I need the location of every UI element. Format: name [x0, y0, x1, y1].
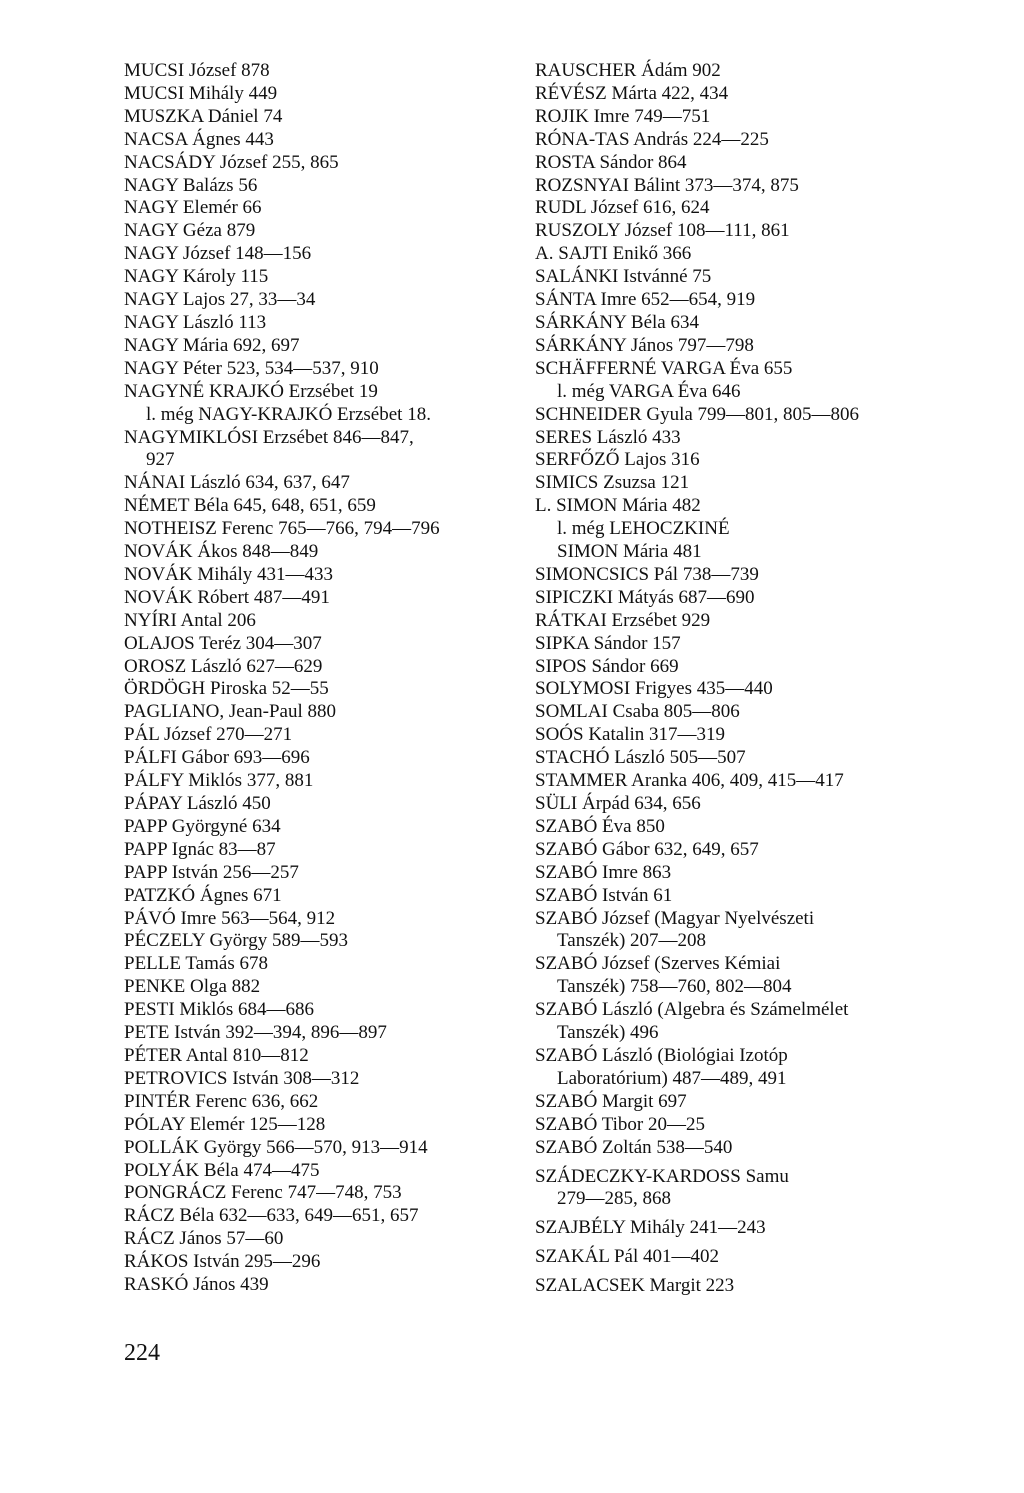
index-entry: RÁTKAI Erzsébet 929: [535, 609, 711, 631]
index-entry: STACHÓ László 505—507: [535, 747, 746, 769]
index-entry: ROZSNYAI Bálint 373—374, 875: [535, 174, 799, 196]
index-entry: ROSTA Sándor 864: [535, 151, 687, 173]
index-entry: PÁL József 270—271: [124, 724, 293, 746]
index-entry-continuation: l. még VARGA Éva 646: [557, 380, 741, 402]
index-entry: L. SIMON Mária 482: [535, 495, 701, 517]
index-entry: SERFŐZŐ Lajos 316: [535, 449, 700, 471]
index-entry: SOÓS Katalin 317—319: [535, 724, 725, 746]
index-entry: NACSÁDY József 255, 865: [124, 151, 339, 173]
index-entry: PATZKÓ Ágnes 671: [124, 884, 282, 906]
index-entry: OLAJOS Teréz 304—307: [124, 632, 322, 654]
index-entry: RÉVÉSZ Márta 422, 434: [535, 82, 729, 104]
index-entry: RÁCZ János 57—60: [124, 1228, 284, 1250]
index-entry: PÉTER Antal 810—812: [124, 1044, 309, 1066]
index-column-left: [124, 60, 524, 1297]
index-entry: NAGY Károly 115: [124, 266, 269, 288]
index-entry-continuation: 927: [146, 449, 175, 471]
index-entry: SZALACSEK Margit 223: [535, 1275, 735, 1297]
index-entry: PENKE Olga 882: [124, 976, 261, 998]
index-entry: NYÍRI Antal 206: [124, 609, 256, 631]
index-entry: NAGYMIKLÓSI Erzsébet 846—847,: [124, 426, 414, 448]
index-entry: ROJIK Imre 749—751: [535, 105, 711, 127]
index-entry: MUSZKA Dániel 74: [124, 105, 283, 127]
index-entry: RAUSCHER Ádám 902: [535, 60, 721, 81]
index-entry: A. SAJTI Enikő 366: [535, 243, 692, 265]
index-entry: SOMLAI Csaba 805—806: [535, 701, 740, 723]
index-entry: SZABÓ Imre 863: [535, 861, 672, 883]
index-entry: SÜLI Árpád 634, 656: [535, 793, 701, 814]
index-entry: SIPKA Sándor 157: [535, 632, 681, 654]
index-entry: POLYÁK Béla 474—475: [124, 1159, 320, 1181]
index-entry: NAGY Géza 879: [124, 220, 256, 242]
index-entry: RÁKOS István 295—296: [124, 1251, 321, 1273]
index-entry: PÁPAY László 450: [124, 793, 271, 814]
index-entry: SÁRKÁNY János 797—798: [535, 334, 754, 356]
index-entry: SZABÓ Zoltán 538—540: [535, 1136, 733, 1158]
index-entry: POLLÁK György 566—570, 913—914: [124, 1136, 428, 1158]
index-entry: SZÁDECZKY-KARDOSS Samu: [535, 1165, 789, 1187]
index-entry: RUSZOLY József 108—111, 861: [535, 220, 790, 242]
index-entry: NAGY Lajos 27, 33—34: [124, 289, 316, 311]
index-entry: PETROVICS István 308—312: [124, 1067, 360, 1089]
index-entry: SZABÓ Éva 850: [535, 815, 665, 837]
index-entry: NOTHEISZ Ferenc 765—766, 794—796: [124, 518, 440, 540]
index-entry: SZABÓ László (Algebra és Számelmélet: [535, 999, 849, 1021]
index-entry-continuation: 279—285, 868: [557, 1188, 671, 1210]
index-entry: SALÁNKI Istvánné 75: [535, 266, 712, 288]
index-entry: NAGY Elemér 66: [124, 197, 262, 219]
index-entry: SERES László 433: [535, 426, 681, 448]
index-entry: SZABÓ József (Szerves Kémiai: [535, 953, 781, 975]
index-entry: SIMONCSICS Pál 738—739: [535, 563, 759, 585]
index-entry: SZAKÁL Pál 401—402: [535, 1246, 720, 1268]
index-entry: NÁNAI László 634, 637, 647: [124, 472, 350, 494]
index-entry: MUCSI József 878: [124, 60, 270, 81]
index-entry: PINTÉR Ferenc 636, 662: [124, 1090, 319, 1112]
index-entry: RUDL József 616, 624: [535, 197, 710, 219]
index-entry: NAGY Péter 523, 534—537, 910: [124, 357, 379, 379]
index-entry: SCHNEIDER Gyula 799—801, 805—806: [535, 403, 860, 425]
index-entry: NAGYNÉ KRAJKÓ Erzsébet 19: [124, 380, 378, 402]
index-entry-continuation: SIMON Mária 481: [557, 541, 702, 563]
index-entry: PÁLFI Gábor 693—696: [124, 747, 310, 769]
index-entry: NÉMET Béla 645, 648, 651, 659: [124, 495, 376, 517]
index-entry: OROSZ László 627—629: [124, 655, 323, 677]
index-entry-continuation: l. még NAGY-KRAJKÓ Erzsébet 18.: [146, 403, 431, 425]
index-entry: SZABÓ Tibor 20—25: [535, 1113, 705, 1135]
index-entry: ÖRDÖGH Piroska 52—55: [124, 678, 329, 700]
index-entry-continuation: Tanszék) 207—208: [557, 930, 707, 952]
index-entry: SCHÄFFERNÉ VARGA Éva 655: [535, 357, 793, 379]
index-entry: NAGY László 113: [124, 311, 267, 333]
index-entry: PESTI Miklós 684—686: [124, 999, 315, 1021]
index-entry: RÁCZ Béla 632—633, 649—651, 657: [124, 1205, 419, 1227]
index-entry: SZABÓ Margit 697: [535, 1090, 687, 1112]
index-entry-continuation: Tanszék) 758—760, 802—804: [557, 976, 792, 998]
index-entry: NOVÁK Róbert 487—491: [124, 586, 330, 608]
index-entry: SÁNTA Imre 652—654, 919: [535, 289, 756, 311]
index-entry: PÓLAY Elemér 125—128: [124, 1113, 326, 1135]
index-entry: PÁLFY Miklós 377, 881: [124, 770, 314, 792]
index-entry: SIPICZKI Mátyás 687—690: [535, 586, 755, 608]
index-entry: PETE István 392—394, 896—897: [124, 1022, 387, 1044]
index-entry: NAGY József 148—156: [124, 243, 312, 265]
index-entry: PAPP Ignác 83—87: [124, 838, 276, 860]
index-entry: RÓNA-TAS András 224—225: [535, 128, 769, 150]
index-entry: NACSA Ágnes 443: [124, 128, 274, 150]
index-entry: SOLYMOSI Frigyes 435—440: [535, 678, 773, 700]
index-entry: PAPP István 256—257: [124, 861, 299, 883]
index-entry: PELLE Tamás 678: [124, 953, 268, 975]
index-entry: SIPOS Sándor 669: [535, 655, 679, 677]
index-entry: NOVÁK Mihály 431—433: [124, 563, 333, 585]
index-entry: STAMMER Aranka 406, 409, 415—417: [535, 770, 844, 792]
index-entry: SZABÓ István 61: [535, 884, 673, 906]
index-entry: MUCSI Mihály 449: [124, 82, 278, 104]
index-entry: SZABÓ József (Magyar Nyelvészeti: [535, 907, 815, 929]
index-entry: SZAJBÉLY Mihály 241—243: [535, 1217, 766, 1239]
index-entry: RASKÓ János 439: [124, 1274, 269, 1296]
index-entry: NAGY Mária 692, 697: [124, 334, 300, 356]
index-entry-continuation: l. még LEHOCZKINÉ: [557, 518, 730, 540]
index-entry-continuation: Laboratórium) 487—489, 491: [557, 1067, 787, 1089]
index-entry: NOVÁK Ákos 848—849: [124, 541, 319, 563]
index-entry: PAPP Györgyné 634: [124, 815, 281, 837]
index-entry-continuation: Tanszék) 496: [557, 1022, 659, 1044]
index-entry: PÁVÓ Imre 563—564, 912: [124, 907, 336, 929]
page-number: 224: [124, 1340, 160, 1366]
index-entry: PAGLIANO, Jean-Paul 880: [124, 701, 336, 723]
index-column-right: [535, 60, 935, 1298]
index-entry: NAGY Balázs 56: [124, 174, 258, 196]
index-entry: SÁRKÁNY Béla 634: [535, 311, 699, 333]
index-entry: SIMICS Zsuzsa 121: [535, 472, 690, 494]
index-entry: PONGRÁCZ Ferenc 747—748, 753: [124, 1182, 402, 1204]
index-entry: SZABÓ Gábor 632, 649, 657: [535, 838, 759, 860]
index-entry: PÉCZELY György 589—593: [124, 930, 348, 952]
index-entry: SZABÓ László (Biológiai Izotóp: [535, 1044, 788, 1066]
